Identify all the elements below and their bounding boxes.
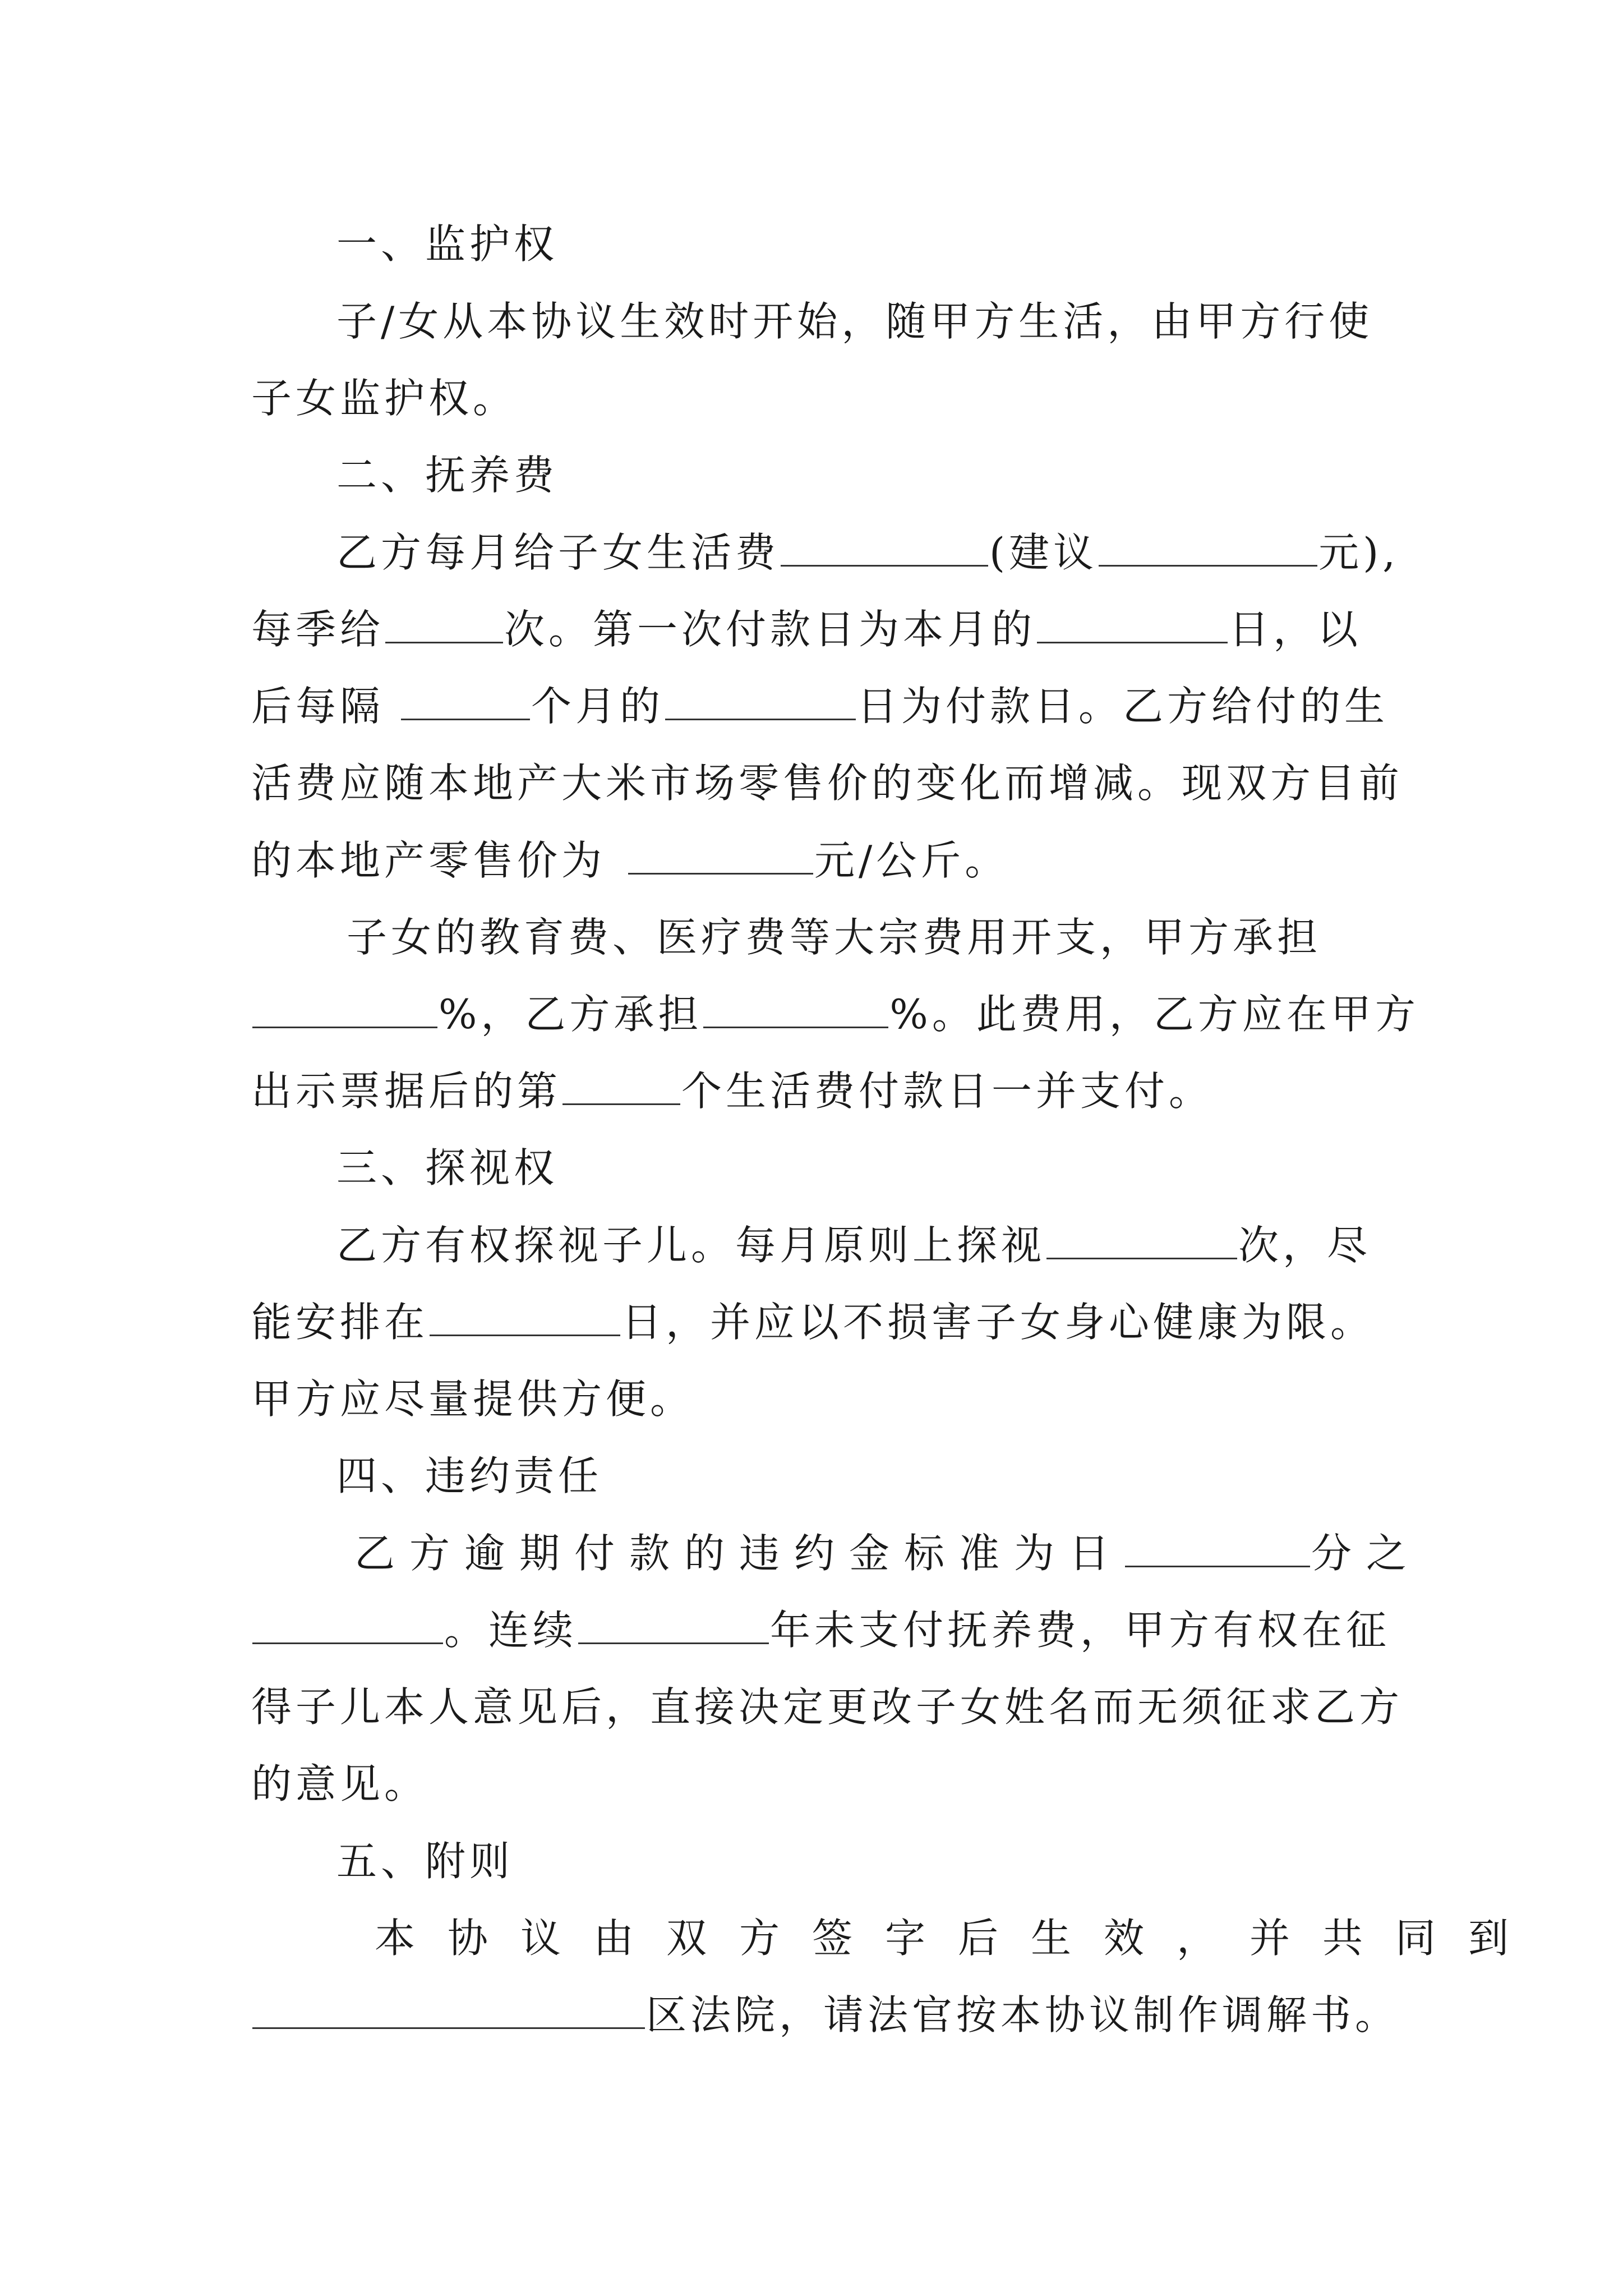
- paragraph-line: 子/女从本协议生效时开始，随甲方生活，由甲方行使: [336, 298, 1373, 345]
- fill-blank[interactable]: [628, 872, 813, 875]
- paragraph-line: 的本地产零售价为 元/公斤。: [251, 837, 1009, 884]
- paragraph-line: 乙方有权探视子儿。每月原则上探视 次，尽: [336, 1222, 1372, 1269]
- fill-blank[interactable]: [665, 718, 856, 720]
- paragraph-line: 乙方逾期付款的违约金标准为日 分之: [354, 1530, 1422, 1577]
- paragraph-line: 本协议由双方签字后生效，并共同到: [375, 1915, 1542, 1962]
- fill-blank[interactable]: [703, 1026, 888, 1028]
- section-heading-support: 二、抚养费: [336, 452, 559, 499]
- paragraph-line: 出示票据后的第 个生活费付款日一并支付。: [251, 1068, 1214, 1115]
- fill-blank[interactable]: [562, 1103, 680, 1105]
- paragraph-line: 的意见。: [251, 1760, 429, 1807]
- paragraph-line: 后每隔 个月的 日为付款日。乙方给付的生: [251, 683, 1389, 730]
- section-heading-guardianship: 一、监护权: [336, 220, 559, 268]
- fill-blank[interactable]: [385, 641, 503, 643]
- paragraph-line: 活费应随本地产大米市场零售价的变化而增减。现双方目前: [251, 760, 1404, 807]
- paragraph-line: 每季给 次。第一次付款日为本月的 日，以: [251, 606, 1362, 653]
- fill-blank[interactable]: [252, 1026, 437, 1028]
- paragraph-line: 子女的教育费、医疗费等大宗费用开支，甲方承担: [347, 914, 1322, 961]
- paragraph-line: %，乙方承担 %。此费用，乙方应在甲方: [251, 978, 1463, 1051]
- paragraph-line: 区法院，请法官按本协议制作调解书。: [251, 1978, 1463, 2051]
- fill-blank[interactable]: [1099, 564, 1317, 567]
- paragraph-line: 甲方应尽量提供方便。: [251, 1375, 695, 1423]
- paragraph-line: 得子儿本人意见后，直接决定更改子女姓名而无须征求乙方: [251, 1683, 1404, 1731]
- fill-blank[interactable]: [401, 718, 530, 720]
- section-heading-visitation: 三、探视权: [336, 1144, 559, 1191]
- fill-blank[interactable]: [430, 1334, 620, 1336]
- fill-blank[interactable]: [252, 1642, 443, 1644]
- section-heading-liability: 四、违约责任: [336, 1452, 603, 1499]
- fill-blank[interactable]: [781, 564, 988, 567]
- paragraph-line: 。连续 年未支付抚养费，甲方有权在征: [251, 1594, 1463, 1667]
- fill-blank[interactable]: [1037, 641, 1228, 643]
- fill-blank[interactable]: [578, 1642, 769, 1644]
- paragraph-line: 能安排在 日，并应以不损害子女身心健康为限。: [251, 1299, 1375, 1346]
- fill-blank[interactable]: [1046, 1257, 1237, 1259]
- paragraph-line: 乙方每月给子女生活费 (建议 元),: [336, 529, 1400, 576]
- paragraph-line: 子女监护权。: [251, 375, 518, 422]
- fill-blank[interactable]: [252, 2027, 645, 2029]
- fill-blank[interactable]: [1125, 1565, 1310, 1567]
- section-heading-supplementary: 五、附则: [336, 1838, 514, 1885]
